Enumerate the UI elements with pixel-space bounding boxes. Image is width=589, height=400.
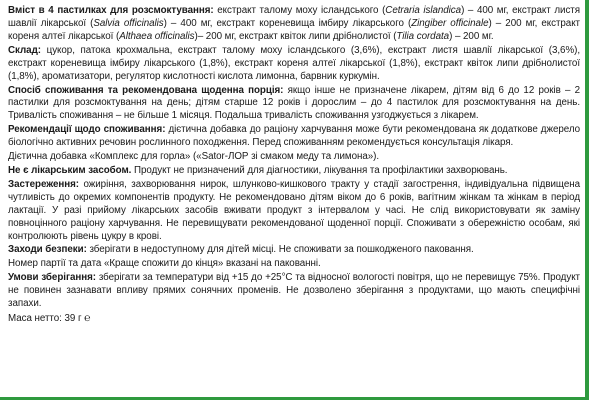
batch-info: Номер партії та дата «Краще спожити до кінця» вказані на пакованні. (8, 258, 321, 270)
warnings-paragraph: Застереження: ожиріння, захворювання нирок, шлунково-кишкового тракту у стадії загострення, індивідуальна підвищена чутливість до окремих компонентів продукту. Не рекомендовано дітям віком до 6 років, вагітним жінкам та жінкам в період лактації. У разі прийому лікарських засобів вживати продукт з інтервалом у часі. Не слід використовувати як заміну повноцінного раціону харчування. Не перевищувати рекомендованої щоденної порції. Споживати з обережністю особам, які контролюють рівень цукру в крові. (8, 178, 580, 242)
ingredients-paragraph: Склад: цукор, патока крохмальна, екстракт талому моху ісландського (3,6%), екстракт листя шавлії лікарської (3,6%), екстракт кореневища імбиру лікарського (1,8%), екстракт кореня алтеї лікарської (1,8%), екстракт квіток липи дрібнолистої (1,8%), ароматизатори, регулятор кислотності кислота лимонна, барвник куркумін. (8, 44, 580, 82)
net-mass: Маса нетто: 39 г ℮ (8, 311, 91, 324)
latin-name: Salvia officinalis (93, 17, 164, 29)
estimated-sign-icon: ℮ (84, 311, 91, 324)
safety-heading: Заходи безпеки: (8, 244, 87, 256)
composition-heading: Вміст в 4 пастилках для розсмоктування: (8, 5, 214, 16)
ingredients-heading: Склад: (8, 44, 41, 56)
recommendations-heading: Рекомендації щодо споживання: (8, 124, 166, 136)
usage-paragraph: Спосіб споживання та рекомендована щоденна порція: якщо інше не призначене лікарем, дітям від 6 до 12 років – 2 пастилки для розсмоктування на день; дітям старше 12 років і дорослим – до 4 пастилок для розсмоктування на день. Тривалість споживання – не більше 1 місяця. Подальша тривалість споживання узгоджується з лікарем. (8, 84, 580, 122)
not-medicine-heading: Не є лікарським засобом. (8, 164, 132, 176)
latin-name: Althaea officinalis (119, 30, 195, 42)
latin-name: Zingiber officinale (411, 17, 489, 29)
composition-paragraph: Вміст в 4 пастилках для розсмоктування: екстракт талому моху ісландського (Cetraria islandica) – 400 мг, екстракт листя шавлії лікарської (Salvia officinalis) – 400 мг, екстракт кореневища імбиру лікарського (Zingiber officinale) – 200 мг, екстракт кореня алтеї лікарської (Althaea officinalis)– 200 мг, екстракт квіток липи дрібнолистої (Tilia cordata) – 200 мг. (8, 5, 580, 42)
storage-paragraph: Умови зберігання: зберігати за температури від +15 до +25°С та відносної вологості повітря, що не перевищує 75%. Продукт не повинен зазнавати впливу прямих сонячних променів. Не дозволено зберігання з продуктами, що мають специфічні запахи. (8, 272, 580, 309)
green-edge-stripe (585, 0, 589, 400)
warnings-heading: Застереження: (8, 178, 80, 190)
latin-name: Cetraria islandica (385, 5, 462, 16)
latin-name: Tilia cordata (396, 30, 450, 42)
product-label-text (8, 5, 580, 327)
usage-heading: Спосіб споживання та рекомендована щоденна порція: (8, 84, 284, 96)
product-name: Дієтична добавка «Комплекс для горла» («Sator-ЛОР зі смаком меду та лимона»). (8, 151, 380, 163)
recommendations-paragraph: Рекомендації щодо споживання: дієтична добавка до раціону харчування може бути рекомендована як додаткове джерело біологічно активних речовин рослинного походження. Перед споживанням рекомендується консультація лікаря. (8, 124, 580, 149)
safety-paragraph: Заходи безпеки: зберігати в недоступному для дітей місці. Не споживати за пошкодженого паковання. (8, 244, 474, 256)
storage-heading: Умови зберігання: (8, 272, 96, 284)
not-medicine-paragraph: Не є лікарським засобом. Продукт не призначений для діагностики, лікування та профілактики захворювань. (8, 164, 508, 176)
